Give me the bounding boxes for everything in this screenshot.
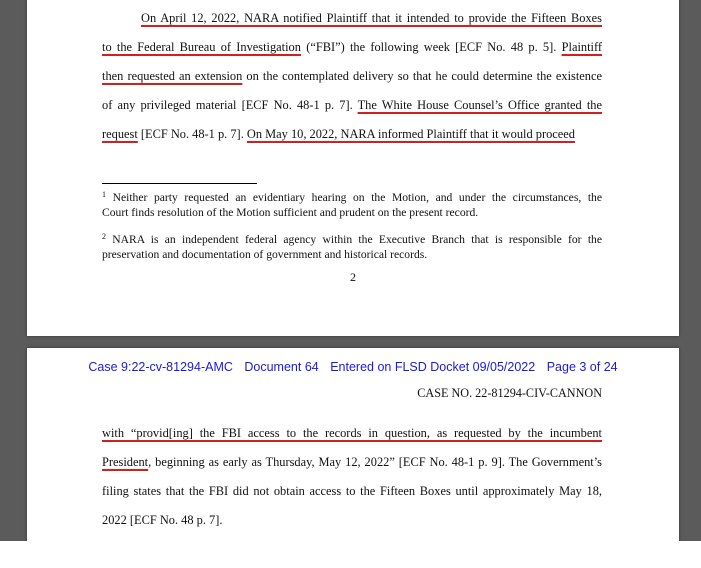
underlined-text: On May 10, 2022, NARA informed Plaintiff that it would proceed [246, 127, 575, 141]
docket-stamp [27, 360, 679, 374]
stamp-document: Document 64 [244, 360, 319, 374]
page-number: 2 [350, 270, 356, 284]
footnote-text: Neither party requested an evidentiary hearing on the Motion, and under the circumstances, the [112, 191, 602, 204]
footnote-text: preservation and documentation of government and historical records. [102, 247, 428, 261]
text-line [102, 126, 602, 142]
pdf-page-2 [27, 0, 679, 336]
text-run: on the contemplated delivery so that he could determine the existence [242, 69, 602, 83]
stamp-entered: Entered on FLSD Docket 09/05/2022 [330, 360, 536, 374]
underlined-text: On April 12, 2022, NARA notified Plaintiff that it intended to provide the Fifteen Boxes [141, 11, 602, 25]
footnote-rule [102, 183, 257, 184]
footnote-number: 1 [102, 190, 106, 199]
footnote-text: NARA is an independent federal agency within the Executive Branch that is responsible for the [112, 233, 602, 246]
text-run: [ECF No. 48-1 p. 7]. [137, 127, 247, 141]
text-run: (“FBI”) the following week [ECF No. 48 p. 5]. [300, 40, 562, 54]
text-run: 2022 [ECF No. 48 p. 7]. [102, 513, 223, 527]
text-line [102, 425, 602, 441]
text-line [102, 483, 602, 499]
footnote-number: 2 [102, 232, 106, 241]
footnote [102, 188, 602, 220]
footnote-line [102, 206, 602, 221]
text-run: of any privileged material [ECF No. 48-1 p. 7]. [102, 98, 358, 112]
text-line [102, 68, 602, 84]
stamp-page: Page 3 of 24 [546, 360, 618, 374]
footnote-line [102, 248, 602, 263]
underlined-text: with “provid[ing] the FBI access to the records in question, as requested by the incumbent [102, 426, 602, 440]
pdf-page-3 [27, 348, 679, 541]
footnote-line [102, 230, 602, 248]
underlined-text: to the Federal Bureau of Investigation [102, 40, 301, 54]
underlined-text: The White House Counsel’s Office granted the [357, 98, 602, 112]
text-line [102, 97, 602, 113]
underlined-text: then requested an extension [102, 69, 243, 83]
footnote-text: Court finds resolution of the Motion sufficient and prudent on the present record. [102, 205, 479, 219]
case-number-header: CASE NO. 22-81294-CIV-CANNON [417, 386, 602, 400]
underlined-text: President [102, 455, 149, 469]
text-line [102, 39, 602, 55]
footnote-line [102, 188, 602, 206]
text-run: , beginning as early as Thursday, May 12, 2022” [ECF No. 48-1 p. 9]. The Government’s [148, 455, 602, 469]
underlined-text: Plaintiff [561, 40, 602, 54]
text-line [102, 512, 602, 528]
footnote [102, 230, 602, 262]
text-line [141, 10, 602, 26]
underlined-text: request [102, 127, 138, 141]
text-line [102, 454, 602, 470]
text-run: filing states that the FBI did not obtain access to the Fifteen Boxes until approximately May 18, [102, 484, 602, 498]
stamp-case: Case 9:22-cv-81294-AMC [88, 360, 233, 374]
